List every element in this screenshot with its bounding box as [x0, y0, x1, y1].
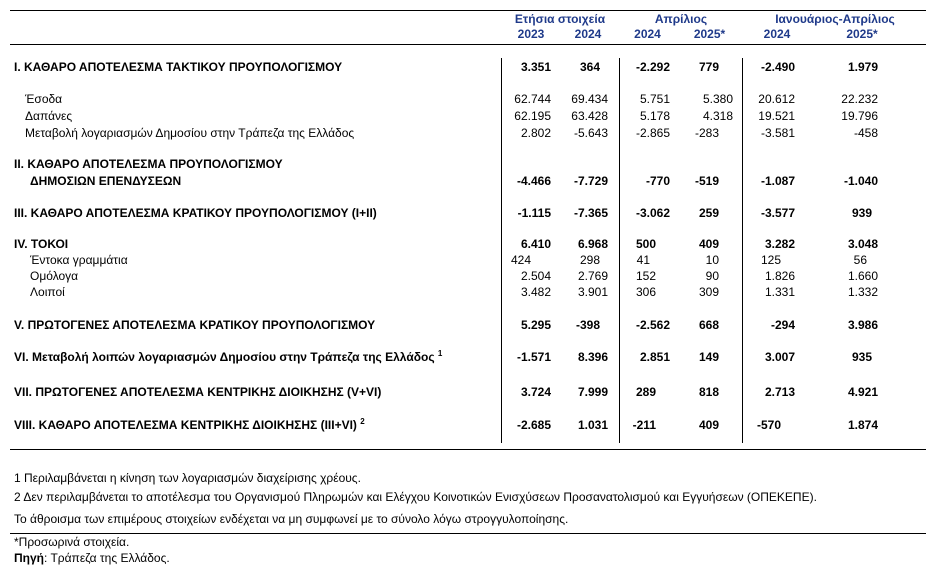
cell: 2.802	[520, 126, 551, 140]
cell: 4.921	[847, 385, 878, 399]
cell: 500	[635, 237, 656, 251]
cell: -7.729	[573, 174, 608, 188]
row-label: Λοιποί	[30, 285, 65, 299]
footnote-1: 1 Περιλαμβάνεται η κίνηση των λογαριασμών διαχείρισης χρέους.	[14, 471, 361, 485]
cell: -7.365	[573, 206, 608, 220]
row-label: Δαπάνες	[25, 109, 73, 123]
cell: 5.751	[639, 92, 670, 106]
cell: 3.282	[764, 237, 795, 251]
row-label: V. ΠΡΩΤΟΓΕΝΕΣ ΑΠΟΤΕΛΕΣΜΑ ΚΡΑΤΙΚΟΥ ΠΡΟΥΠΟΛΟΓΙΣΜΟΥ	[14, 318, 376, 332]
cell: 409	[698, 418, 719, 432]
cell: -294	[770, 318, 795, 332]
row-label: III. ΚΑΘΑΡΟ ΑΠΟΤΕΛΕΣΜΑ ΚΡΑΤΙΚΟΥ ΠΡΟΥΠΟΛΟΓΙΣΜΟΥ (I+II)	[14, 206, 377, 220]
row-label	[14, 418, 365, 432]
cell: -2.865	[635, 126, 670, 140]
row-label	[14, 350, 442, 364]
cell: 19.521	[758, 109, 795, 123]
header-group-annual: Ετήσια στοιχεία	[514, 12, 606, 26]
cell: -1.040	[843, 174, 878, 188]
cell: 19.796	[841, 109, 878, 123]
cell: 2.769	[577, 269, 608, 283]
header-group-jan-apr: Ιανουάριος-Απρίλιος	[775, 12, 895, 26]
cell: 125	[760, 253, 781, 267]
cell: 1.874	[847, 418, 878, 432]
cell: 2.504	[520, 269, 551, 283]
cell: -519	[694, 174, 719, 188]
cell: 1.331	[764, 285, 795, 299]
cell: -5.643	[573, 126, 608, 140]
row-label-text: VIII. ΚΑΘΑΡΟ ΑΠΟΤΕΛΕΣΜΑ ΚΕΝΤΡΙΚΗΣ ΔΙΟΙΚΗΣΗΣ (III+VI)	[14, 418, 357, 432]
rounding-note: Το άθροισμα των επιμέρους στοιχείων ενδέχεται να μη συμφωνεί με το σύνολο λόγω στρογγυλοποίησης.	[14, 512, 569, 526]
row-label: Μεταβολή λογαριασμών Δημοσίου στην Τράπεζα της Ελλάδος	[25, 126, 355, 140]
cell: -211	[632, 418, 656, 432]
footnote-marker: 2	[360, 417, 365, 426]
cell: 306	[635, 285, 656, 299]
provisional-note: *Προσωρινά στοιχεία.	[14, 535, 130, 549]
cell: 1.660	[847, 269, 878, 283]
cell: 424	[510, 253, 531, 267]
cell: 5.178	[639, 109, 670, 123]
cell: 939	[851, 206, 872, 220]
cell: 10	[705, 253, 719, 267]
cell: -1.571	[516, 350, 551, 364]
cell: 298	[579, 253, 600, 267]
cell: -2.685	[516, 418, 551, 432]
row-label-text: VI. Μεταβολή λοιπών λογαριασμών Δημοσίου στην Τράπεζα της Ελλάδος	[14, 350, 435, 364]
header-bottom-rule	[10, 44, 926, 45]
cell: 62.195	[514, 109, 551, 123]
cell: 69.434	[571, 92, 608, 106]
cell: 8.396	[577, 350, 608, 364]
cell: 3.351	[520, 60, 551, 74]
cell: 3.724	[520, 385, 551, 399]
cell: 3.901	[577, 285, 608, 299]
table-bottom-rule	[10, 449, 926, 450]
header-year: 2024	[634, 27, 661, 41]
cell: 90	[705, 269, 719, 283]
cell: 152	[635, 269, 656, 283]
footnote-marker: 1	[437, 349, 443, 358]
footnote-2: 2 Δεν περιλαμβάνεται το αποτέλεσμα του Οργανισμού Πληρωμών και Ελέγχου Κοινοτικών Ενισχύσεων Προσανατολισμού και Εγγυήσεων (ΟΠΕΚΕΠΕ).	[14, 490, 817, 504]
source-note	[14, 551, 170, 565]
row-label: Έσοδα	[25, 92, 63, 106]
cell: 818	[698, 385, 719, 399]
cell: 3.048	[847, 237, 878, 251]
col-divider-2	[619, 58, 620, 443]
cell: 259	[698, 206, 719, 220]
row-label: I. ΚΑΘΑΡΟ ΑΠΟΤΕΛΕΣΜΑ ΤΑΚΤΙΚΟΥ ΠΡΟΥΠΟΛΟΓΙΣΜΟΥ	[14, 60, 343, 74]
cell: -3.062	[635, 206, 670, 220]
source-text: : Τράπεζα της Ελλάδος.	[44, 551, 170, 565]
header-year: 2025*	[846, 27, 878, 41]
header-year: 2023	[517, 27, 545, 41]
cell: -398	[575, 318, 600, 332]
cell: 1.979	[847, 60, 878, 74]
cell: -570	[756, 418, 781, 432]
cell: 3.007	[764, 350, 795, 364]
cell: 779	[698, 60, 719, 74]
cell: 309	[698, 285, 719, 299]
col-divider-1	[501, 58, 502, 443]
cell: -458	[853, 126, 878, 140]
cell: -2.562	[635, 318, 670, 332]
cell: 6.968	[577, 237, 608, 251]
cell: 149	[698, 350, 719, 364]
cell: 5.295	[520, 318, 551, 332]
cell: 62.744	[514, 92, 551, 106]
cell: -2.292	[635, 60, 670, 74]
cell: 3.482	[520, 285, 551, 299]
cell: 3.986	[847, 318, 878, 332]
cell: 409	[698, 237, 719, 251]
footnotes-rule	[10, 533, 926, 534]
cell: -283	[694, 126, 719, 140]
cell: 63.428	[571, 109, 608, 123]
cell: -3.581	[760, 126, 795, 140]
cell: -770	[645, 174, 670, 188]
cell: 1.031	[577, 418, 608, 432]
row-label: Έντοκα γραμμάτια	[30, 253, 128, 267]
source-label: Πηγή	[14, 551, 44, 565]
cell: -1.087	[760, 174, 795, 188]
cell: 364	[579, 60, 600, 74]
cell: -1.115	[517, 206, 551, 220]
table-top-rule	[10, 10, 926, 11]
header-group-april: Απρίλιος	[654, 12, 708, 26]
cell: 4.318	[702, 109, 733, 123]
header-year: 2024	[763, 27, 791, 41]
cell: 1.826	[764, 269, 795, 283]
cell: 5.380	[702, 92, 733, 106]
cell: 7.999	[577, 385, 608, 399]
row-label: II. ΚΑΘΑΡΟ ΑΠΟΤΕΛΕΣΜΑ ΠΡΟΥΠΟΛΟΓΙΣΜΟΥ	[14, 157, 283, 171]
cell: 22.232	[841, 92, 878, 106]
cell: 41	[636, 253, 650, 267]
cell: -3.577	[760, 206, 795, 220]
row-label-continued: ΔΗΜΟΣΙΩΝ ΕΠΕΝΔΥΣΕΩΝ	[30, 174, 182, 188]
row-label: IV. ΤΟΚΟΙ	[14, 237, 69, 251]
header-year: 2024	[574, 27, 602, 41]
cell: 6.410	[520, 237, 551, 251]
cell: 56	[853, 253, 867, 267]
row-label: Ομόλογα	[30, 269, 79, 283]
cell: 668	[698, 318, 719, 332]
cell: 20.612	[758, 92, 795, 106]
cell: 935	[851, 350, 872, 364]
cell: -4.466	[516, 174, 551, 188]
cell: 1.332	[847, 285, 878, 299]
row-label: VII. ΠΡΩΤΟΓΕΝΕΣ ΑΠΟΤΕΛΕΣΜΑ ΚΕΝΤΡΙΚΗΣ ΔΙΟΙΚΗΣΗΣ (V+VI)	[14, 385, 382, 399]
header-year: 2025*	[693, 27, 726, 41]
col-divider-3	[742, 58, 743, 443]
cell: 289	[635, 385, 656, 399]
cell: 2.851	[639, 350, 670, 364]
cell: -2.490	[760, 60, 795, 74]
cell: 2.713	[764, 385, 795, 399]
